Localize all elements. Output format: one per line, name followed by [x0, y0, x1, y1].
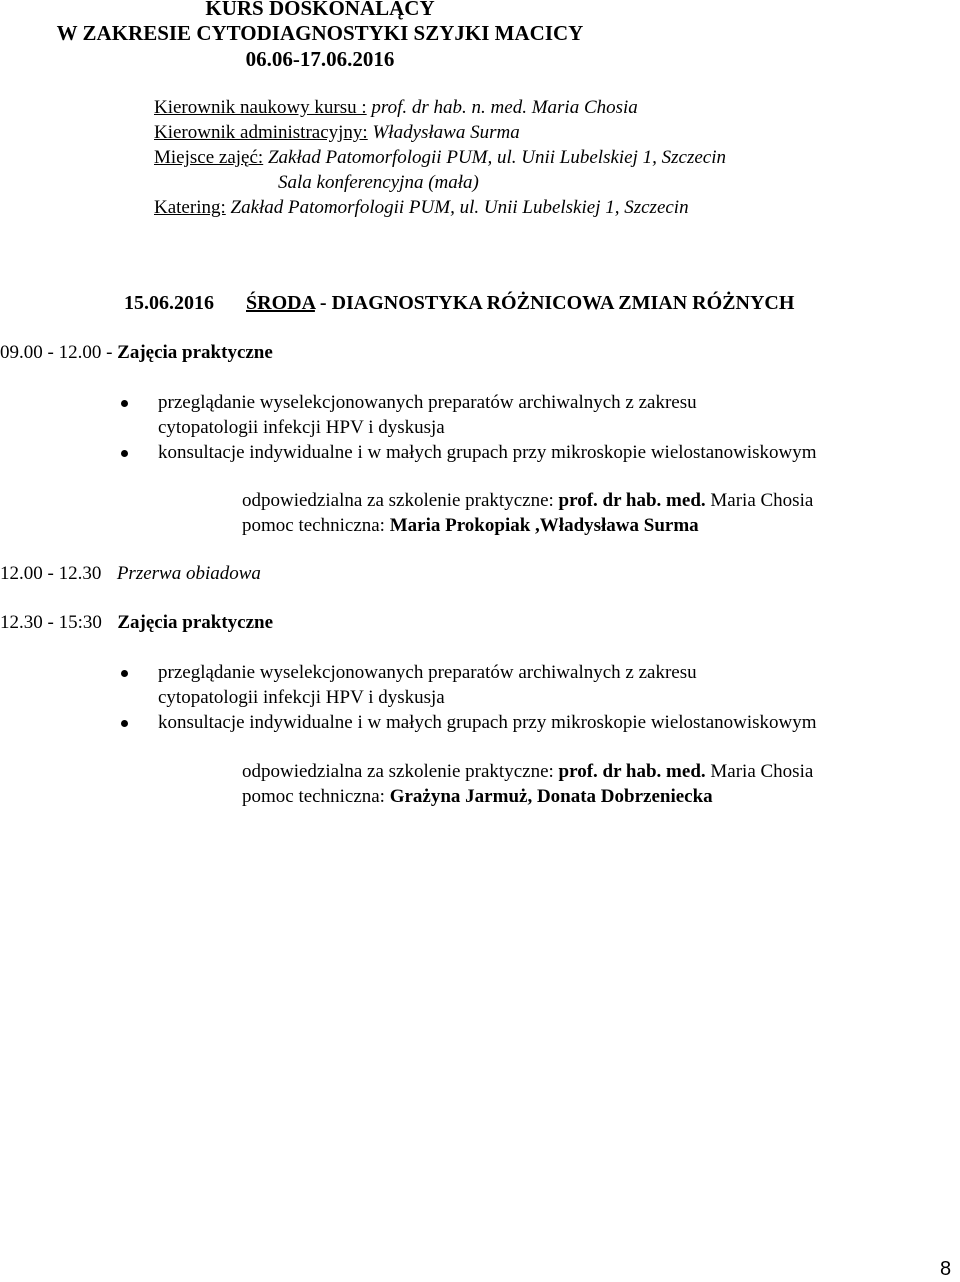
lunch-time: 12.00 - 12.30	[0, 563, 102, 584]
session1-tech	[242, 515, 699, 537]
session1-time: 09.00 - 12.00 -	[0, 342, 118, 363]
session2-time: 12.30 - 15:30	[0, 612, 102, 633]
day-topic: DIAGNOSTYKA RÓŻNICOWA ZMIAN RÓŻNYCH	[331, 292, 795, 314]
day-weekday: ŚRODA	[246, 292, 315, 314]
page-number: 8	[940, 1258, 952, 1280]
course-subtitle: W ZAKRESIE CYTODIAGNOSTYKI SZYJKI MACICY	[56, 21, 584, 45]
session1-bullet2: konsultacje indywidualne i w małych grupach przy mikroskopie wielostanowiskowym	[158, 442, 817, 463]
course-title: KURS DOSKONALĄCY	[205, 0, 435, 20]
session1-responsible	[242, 490, 813, 512]
place-line	[154, 147, 726, 169]
course-dates: 06.06-17.06.2016	[245, 47, 395, 71]
session1-tech-label: pomoc techniczna:	[242, 515, 390, 536]
admin-label: Kierownik administracyjny:	[154, 122, 368, 143]
head-label: Kierownik naukowy kursu :	[154, 97, 367, 118]
session2-resp-name: Maria Chosia	[705, 761, 814, 782]
bullet-marker	[121, 400, 128, 407]
session2-bullet1-line2: cytopatologii infekcji HPV i dyskusja	[158, 687, 445, 708]
session2-heading	[0, 612, 273, 634]
bullet-marker	[121, 670, 128, 677]
day-date: 15.06.2016	[124, 292, 214, 314]
day-separator: -	[314, 292, 332, 314]
session2-tech	[242, 786, 713, 808]
catering-line	[154, 197, 689, 219]
place-value: Zakład Patomorfologii PUM, ul. Unii Lubelskiej 1, Szczecin	[267, 147, 727, 168]
session1-resp-title: prof. dr hab. med.	[558, 490, 706, 511]
admin-value: Władysława Surma	[372, 122, 520, 143]
session1-tech-names: Maria Prokopiak ,Władysława Surma	[389, 515, 699, 536]
session2-responsible	[242, 761, 813, 783]
session1-title: Zajęcia praktyczne	[117, 342, 273, 363]
session2-tech-label: pomoc techniczna:	[242, 786, 390, 807]
session2-resp-title: prof. dr hab. med.	[558, 761, 706, 782]
session2-resp-label: odpowiedzialna za szkolenie praktyczne:	[242, 761, 559, 782]
place-label: Miejsce zajęć:	[154, 147, 264, 168]
lunch-line	[0, 563, 261, 585]
session2-tech-names: Grażyna Jarmuż, Donata Dobrzeniecka	[389, 786, 713, 807]
day-heading	[124, 292, 794, 314]
session2-bullet1-line1: przeglądanie wyselekcjonowanych preparatów archiwalnych z zakresu	[158, 662, 697, 683]
place-room: Sala konferencyjna (mała)	[278, 172, 479, 193]
bullet-marker	[121, 450, 128, 457]
session1-resp-label: odpowiedzialna za szkolenie praktyczne:	[242, 490, 559, 511]
session1-bullet1-line2: cytopatologii infekcji HPV i dyskusja	[158, 417, 445, 438]
admin-line	[154, 122, 520, 144]
catering-value: Zakład Patomorfologii PUM, ul. Unii Lubelskiej 1, Szczecin	[230, 197, 689, 218]
session2-bullet2: konsultacje indywidualne i w małych grupach przy mikroskopie wielostanowiskowym	[158, 712, 817, 733]
bullet-marker	[121, 720, 128, 727]
head-value: prof. dr hab. n. med. Maria Chosia	[371, 97, 638, 118]
lunch-label: Przerwa obiadowa	[116, 563, 261, 584]
session1-heading	[0, 342, 273, 364]
session1-bullet1-line1: przeglądanie wyselekcjonowanych preparatów archiwalnych z zakresu	[158, 392, 697, 413]
catering-label: Katering:	[154, 197, 226, 218]
session2-title: Zajęcia praktyczne	[117, 612, 274, 633]
head-line	[154, 97, 638, 119]
session1-resp-name: Maria Chosia	[705, 490, 814, 511]
